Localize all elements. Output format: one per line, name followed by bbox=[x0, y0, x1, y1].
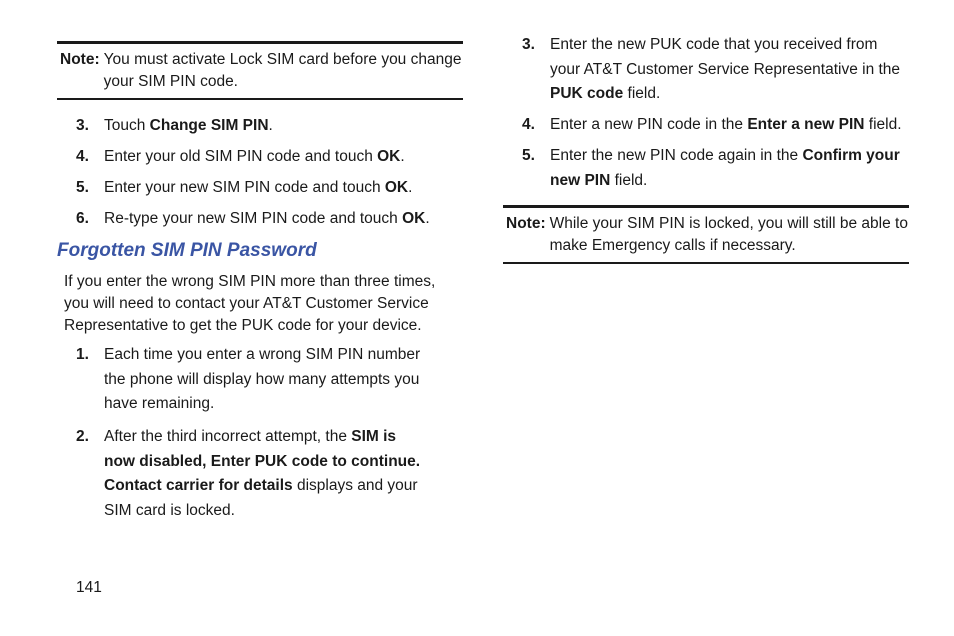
step-text: Enter the new PIN code again in the Confirm your new PIN field. bbox=[550, 147, 900, 189]
note-label: Note: bbox=[506, 215, 546, 232]
step-3-puk-code bbox=[522, 33, 909, 107]
step-5-confirm-pin bbox=[522, 144, 909, 193]
step-number: 1. bbox=[76, 346, 89, 363]
step-text: Enter a new PIN code in the Enter a new PIN field. bbox=[550, 116, 902, 133]
step-3-change-sim-pin bbox=[76, 114, 463, 139]
step-6-retype-pin bbox=[76, 207, 463, 232]
step-5-new-pin bbox=[76, 176, 463, 201]
step-text: Enter the new PUK code that you received from your AT&T Customer Service Representative in the PUK code field. bbox=[550, 36, 901, 102]
step-text: Re-type your new SIM PIN code and touch OK. bbox=[104, 210, 430, 227]
note-label: Note: bbox=[60, 51, 100, 68]
step-number: 5. bbox=[522, 147, 535, 164]
note-text: You must activate Lock SIM card before you change your SIM PIN code. bbox=[103, 51, 462, 90]
step-number: 6. bbox=[76, 210, 89, 227]
step-number: 4. bbox=[76, 148, 89, 165]
step-4-enter-new-pin bbox=[522, 113, 909, 138]
step-text: Enter your new SIM PIN code and touch OK. bbox=[104, 179, 413, 196]
page-number: 141 bbox=[76, 579, 102, 596]
step-4-old-pin bbox=[76, 145, 463, 170]
step-text: After the third incorrect attempt, the SIM is now disabled, Enter PUK code to continue. Contact carrier for details displays and your SIM card is locked. bbox=[104, 428, 421, 519]
step-1-wrong-pin bbox=[76, 343, 428, 417]
step-number: 2. bbox=[76, 428, 89, 445]
step-text: Each time you enter a wrong SIM PIN number the phone will display how many attempts you have remaining. bbox=[104, 346, 421, 412]
note-box-lock-sim bbox=[57, 41, 463, 100]
step-number: 4. bbox=[522, 116, 535, 133]
intro-paragraph: If you enter the wrong SIM PIN more than three times, you will need to contact your AT&T Customer Service Representative to get the PUK code for your device. bbox=[64, 273, 436, 334]
section-heading: Forgotten SIM PIN Password bbox=[57, 240, 317, 261]
step-text: Enter your old SIM PIN code and touch OK. bbox=[104, 148, 405, 165]
step-text: Touch Change SIM PIN. bbox=[104, 117, 273, 134]
step-2-third-attempt bbox=[76, 425, 428, 523]
note-box-emergency-calls bbox=[503, 205, 909, 264]
note-text: While your SIM PIN is locked, you will still be able to make Emergency calls if necessary. bbox=[549, 215, 908, 254]
step-number: 3. bbox=[76, 117, 89, 134]
step-number: 5. bbox=[76, 179, 89, 196]
step-number: 3. bbox=[522, 36, 535, 53]
